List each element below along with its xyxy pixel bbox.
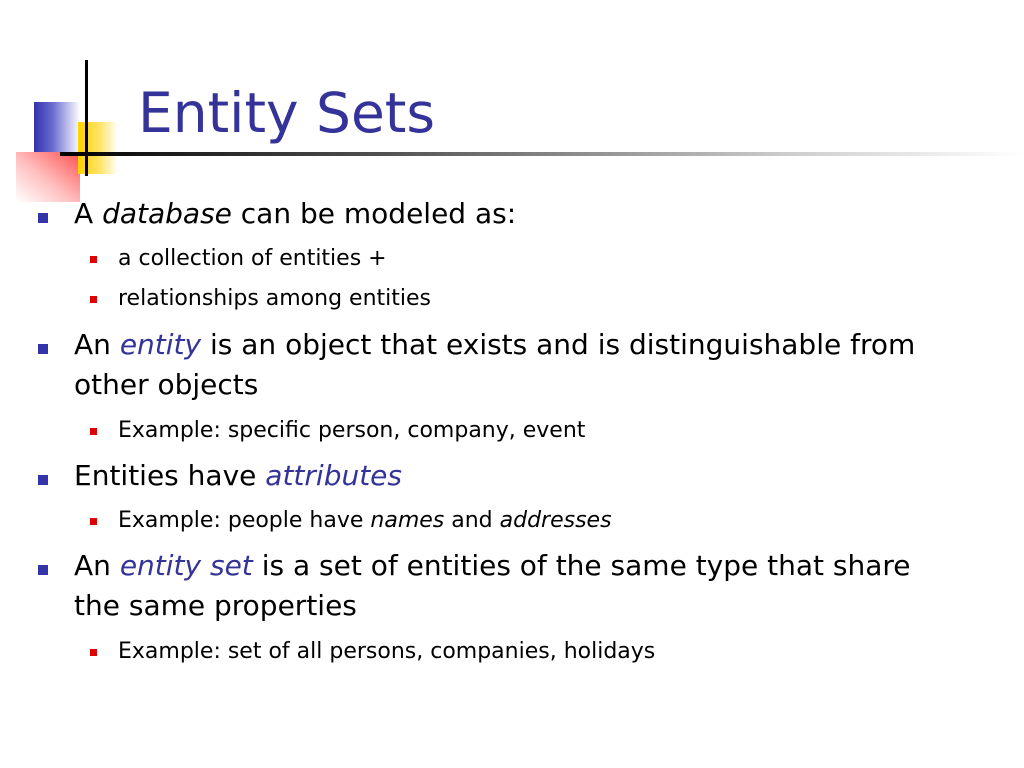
bullet-marker [38, 565, 48, 575]
bullet-entity-set: An entity set is a set of entities of the same type that share the same properties [74, 549, 911, 622]
sub-bullet-marker [90, 649, 97, 656]
slide-title: Entity Sets [138, 81, 436, 145]
decorative-red-square [16, 152, 80, 202]
sub-bullet-relationships: relationships among entities [118, 286, 431, 311]
sub-bullet-marker [90, 518, 97, 525]
bullet-marker [38, 213, 48, 223]
sub-bullet-marker [90, 428, 97, 435]
bullet-database: A database can be modeled as: [74, 197, 517, 230]
sub-bullet-marker [90, 256, 97, 263]
sub-bullet-entity-example: Example: specific person, company, event [118, 418, 586, 443]
decorative-blue-square [34, 102, 80, 152]
decorative-yellow-square [78, 122, 118, 174]
sub-bullet-collection: a collection of entities + [118, 246, 387, 271]
bullet-marker [38, 344, 48, 354]
bullet-attributes: Entities have attributes [74, 459, 402, 492]
decorative-vertical-line [85, 60, 88, 176]
title-underline [60, 152, 1024, 156]
bullet-entity: An entity is an object that exists and is distinguishable from other objects [74, 328, 916, 401]
sub-bullet-entity-set-example: Example: set of all persons, companies, holidays [118, 639, 656, 664]
bullet-marker [38, 475, 48, 485]
sub-bullet-attributes-example: Example: people have names and addresses [118, 508, 612, 533]
sub-bullet-marker [90, 296, 97, 303]
